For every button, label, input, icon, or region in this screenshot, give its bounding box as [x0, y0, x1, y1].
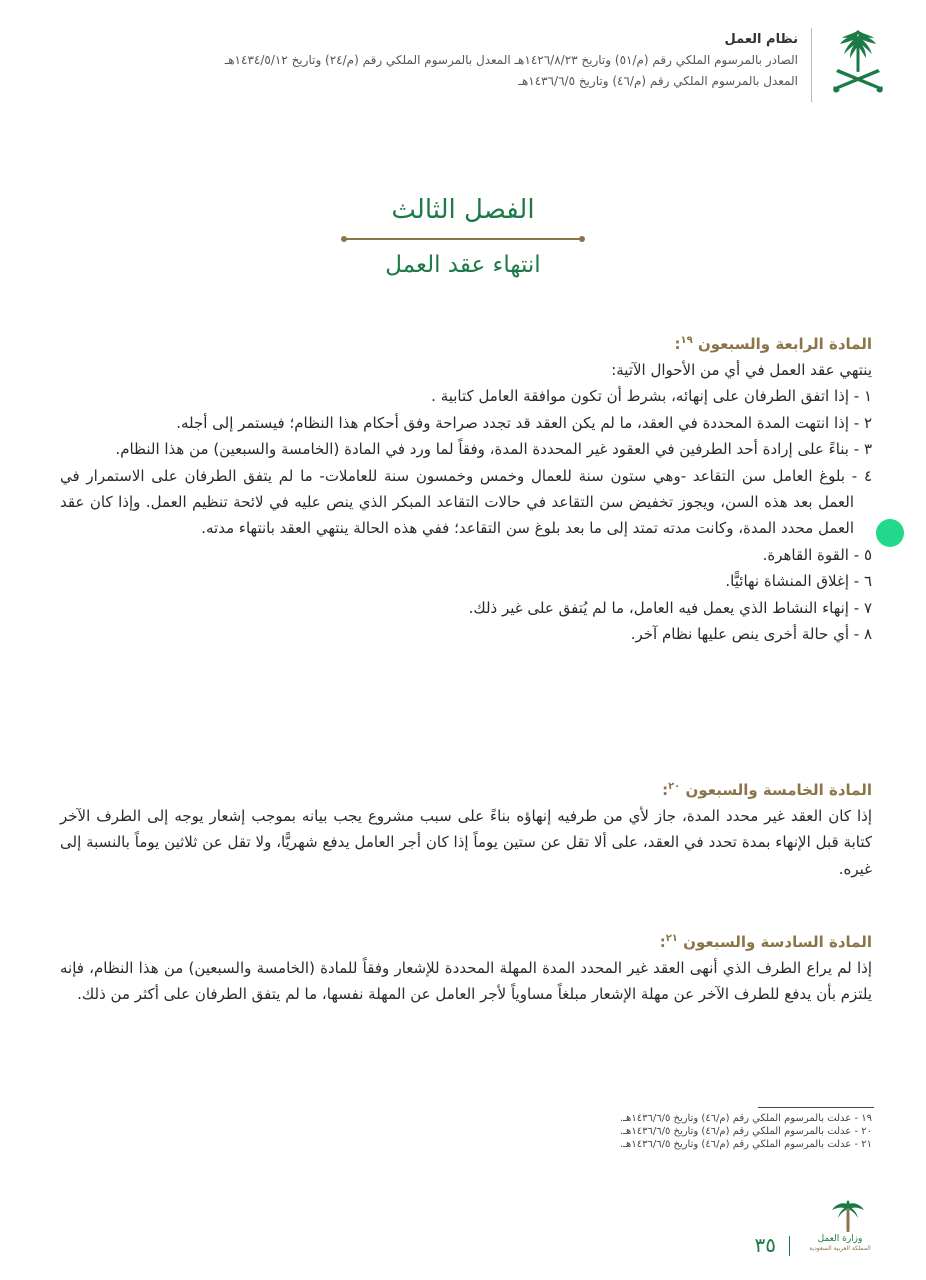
footnote-19: ١٩ - عدلت بالمرسوم الملكي رقم (م/٤٦) وتاريخ ١٤٣٦/٦/٥هـ. [619, 1113, 872, 1124]
footnote-21: ٢١ - عدلت بالمرسوم الملكي رقم (م/٤٦) وتاريخ ١٤٣٦/٦/٥هـ. [619, 1139, 872, 1150]
ministry-subtitle: المملكة العربية السعودية [809, 1245, 871, 1252]
list-item: ٢ - إذا انتهت المدة المحددة في العقد، ما لم يكن العقد قد تجدد صراحة وفق أحكام هذا النظام؛ فيستمر إلى أجله. [176, 413, 872, 432]
article-76 [60, 926, 872, 1008]
footnote-ref-20[interactable]: ٢٠ [668, 781, 681, 792]
article-76-title: المادة السادسة والسبعون $^{٢١}$: [659, 933, 872, 951]
list-item: ٦ - إغلاق المنشاة نهائيًّا. [725, 572, 872, 591]
law-title: نظام العمل [724, 32, 798, 47]
list-item: ٥ - القوة القاهرة. [762, 545, 872, 564]
saudi-emblem-icon [830, 28, 886, 100]
footnote-20: ٢٠ - عدلت بالمرسوم الملكي رقم (م/٤٦) وتاريخ ١٤٣٦/٦/٥هـ. [619, 1126, 872, 1137]
article-76-text: إذا لم يراع الطرف الذي أنهى العقد غير المحدد المدة المهلة المحددة للإشعار وفقاً للمادة (الخامسة والسبعين) من هذا النظام، فإنه يلتزم بأن يدفع للطرف الآخر عن مهلة الإشعار مبلغاً مساوياً لأجر العامل عن المهلة نفسها، ما لم يتفق الطرفان على أكثر من ذلك. [60, 959, 872, 1004]
list-item: ٧ - إنهاء النشاط الذي يعمل فيه العامل، ما لم يُتفق على غير ذلك. [468, 598, 872, 617]
page-footer [712, 1198, 872, 1258]
article-74-title: المادة الرابعة والسبعون $^{١٩}$: [674, 335, 872, 353]
list-item: ٣ - بناءً على إرادة أحد الطرفين في العقود غير المحددة المدة، وفقاً لما ورد في المادة (الخامسة والسبعين) من هذا النظام. [115, 440, 872, 459]
article-75-title: المادة الخامسة والسبعون $^{٢٠}$: [662, 781, 872, 799]
page-number: ٣٥ [754, 1233, 776, 1257]
list-item: ١ - إذا اتفق الطرفان على إنهائه، بشرط أن تكون موافقة العامل كتابية . [431, 387, 872, 406]
chapter-divider [341, 234, 585, 244]
article-74 [60, 328, 872, 647]
list-item: ٤ - بلوغ العامل سن التقاعد -وهي ستون سنة للعمال وخمس وخمسون سنة للعاملات- ما لم يتفق الطرفان على الاستمرار في العمل بعد هذه السن، ويجوز تخفيض سن التقاعد في حالات التقاعد المبكر الذي ينص عليه في لائحة تنظيم العمل. وإذا كان عقد العمل محدد المدة، وكانت مدته تمتد إلى ما بعد بلوغ سن التقاعد؛ ففي هذه الحالة ينتهي العقد بانتهاء مدته. [60, 466, 872, 538]
chapter-title: الفصل الثالث [391, 195, 535, 225]
footer-divider [789, 1236, 791, 1256]
list-item: ٨ - أي حالة أخرى ينص عليها نظام آخر. [630, 625, 872, 644]
chapter-heading [0, 190, 926, 284]
palm-tree-icon [828, 1198, 868, 1234]
footnote-divider [758, 1107, 874, 1108]
document-header [40, 28, 886, 108]
bookmark-marker[interactable] [876, 519, 904, 547]
decree-line-2: المعدل بالمرسوم الملكي رقم (م/٤٦) وتاريخ ١٤٣٦/٦/٥هـ [518, 74, 798, 88]
footnote-ref-19[interactable]: ١٩ [680, 335, 693, 346]
footnote-ref-21[interactable]: ٢١ [665, 933, 678, 944]
chapter-subtitle: انتهاء عقد العمل [385, 252, 541, 278]
article-75 [60, 774, 872, 882]
footnotes [620, 1112, 872, 1151]
decree-line-1: الصادر بالمرسوم الملكي رقم (م/٥١) وتاريخ ١٤٢٦/٨/٢٣هـ المعدل بالمرسوم الملكي رقم (م/٢٤) وتاريخ ١٤٣٤/٥/١٢هـ [224, 53, 798, 67]
header-divider [811, 28, 812, 102]
ministry-name: وزارة العمل [817, 1234, 863, 1244]
article-74-intro: ينتهي عقد العمل في أي من الأحوال الآتية: [611, 361, 872, 379]
article-75-text: إذا كان العقد غير محدد المدة، جاز لأي من طرفيه إنهاؤه بناءً على سبب مشروع يجب بيانه بموجب إشعار يوجه إلى الطرف الآخر كتابة قبل الإنهاء بمدة تحدد في العقد، على ألا تقل عن ستين يوماً إذا كان أجر العامل يدفع شهريًّا، ولا تقل عن ثلاثين يوماً بالنسبة إلى غيره. [60, 807, 872, 878]
header-text [225, 30, 798, 92]
